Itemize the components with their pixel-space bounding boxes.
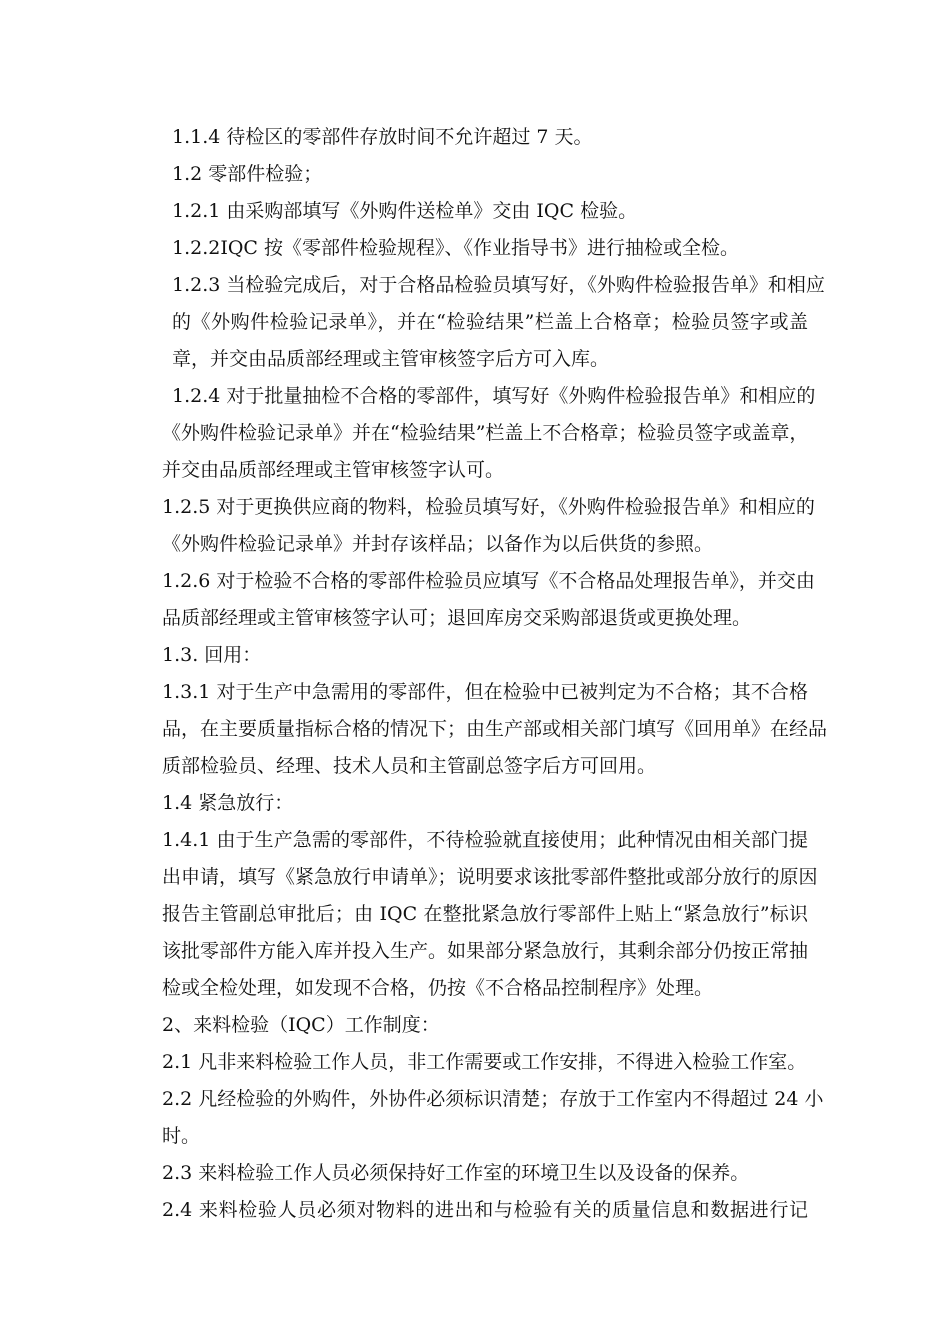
text-line: 2、来料检验（IQC）工作制度： [162,1014,440,1036]
text-line: 1.2.3 当检验完成后，对于合格品检验员填写好，《外购件检验报告单》和相应 [172,274,825,296]
text-line: 2.2 凡经检验的外购件，外协件必须标识清楚；存放于工作室内不得超过 24 小 [162,1088,824,1110]
text-line: 1.2.2IQC 按《零部件检验规程》、《作业指导书》进行抽检或全检。 [172,237,740,259]
text-line: 并交由品质部经理或主管审核签字认可。 [162,459,505,481]
text-line: 1.1.4 待检区的零部件存放时间不允许超过 7 天。 [172,126,593,148]
text-line: 质部检验员、经理、技术人员和主管副总签字后方可回用。 [162,755,657,777]
text-line: 2.1 凡非来料检验工作人员，非工作需要或工作安排，不得进入检验工作室。 [162,1051,807,1073]
text-line: 1.4.1 由于生产急需的零部件，不待检验就直接使用；此种情况由相关部门提 [162,829,808,851]
text-line: 检或全检处理，如发现不合格，仍按《不合格品控制程序》处理。 [162,977,714,999]
text-line: 章，并交由品质部经理或主管审核签字后方可入库。 [172,348,610,370]
text-line: 品，在主要质量指标合格的情况下；由生产部或相关部门填写《回用单》在经品 [162,718,828,740]
text-line: 1.4 紧急放行： [162,792,294,814]
text-line: 报告主管副总审批后；由 IQC 在整批紧急放行零部件上贴上“紧急放行”标识 [162,903,808,925]
text-line: 1.2.4 对于批量抽检不合格的零部件，填写好《外购件检验报告单》和相应的 [172,385,816,407]
text-line: 出申请，填写《紧急放行申请单》；说明要求该批零部件整批或部分放行的原因 [162,866,818,888]
text-line: 1.3.1 对于生产中急需用的零部件，但在检验中已被判定为不合格；其不合格 [162,681,808,703]
text-line: 1.2.1 由采购部填写《外购件送检单》交由 IQC 检验。 [172,200,638,222]
text-line: 的《外购件检验记录单》，并在“检验结果”栏盖上合格章；检验员签字或盖 [172,311,808,333]
text-line: 时。 [162,1125,201,1147]
text-line: 品质部经理或主管审核签字认可；退回库房交采购部退货或更换处理。 [162,607,752,629]
text-line: 《外购件检验记录单》并在“检验结果”栏盖上不合格章；检验员签字或盖章， [162,422,809,444]
text-line: 1.2.5 对于更换供应商的物料，检验员填写好，《外购件检验报告单》和相应的 [162,496,815,518]
text-line: 1.2.6 对于检验不合格的零部件检验员应填写《不合格品处理报告单》，并交由 [162,570,815,592]
text-line: 该批零部件方能入库并投入生产。如果部分紧急放行，其剩余部分仍按正常抽 [162,940,809,962]
text-line: 《外购件检验记录单》并封存该样品；以备作为以后供货的参照。 [162,533,714,555]
text-line: 2.3 来料检验工作人员必须保持好工作室的环境卫生以及设备的保养。 [162,1162,750,1184]
text-line: 2.4 来料检验人员必须对物料的进出和与检验有关的质量信息和数据进行记 [162,1199,808,1221]
text-line: 1.3. 回用： [162,644,262,666]
text-line: 1.2 零部件检验； [172,163,323,185]
